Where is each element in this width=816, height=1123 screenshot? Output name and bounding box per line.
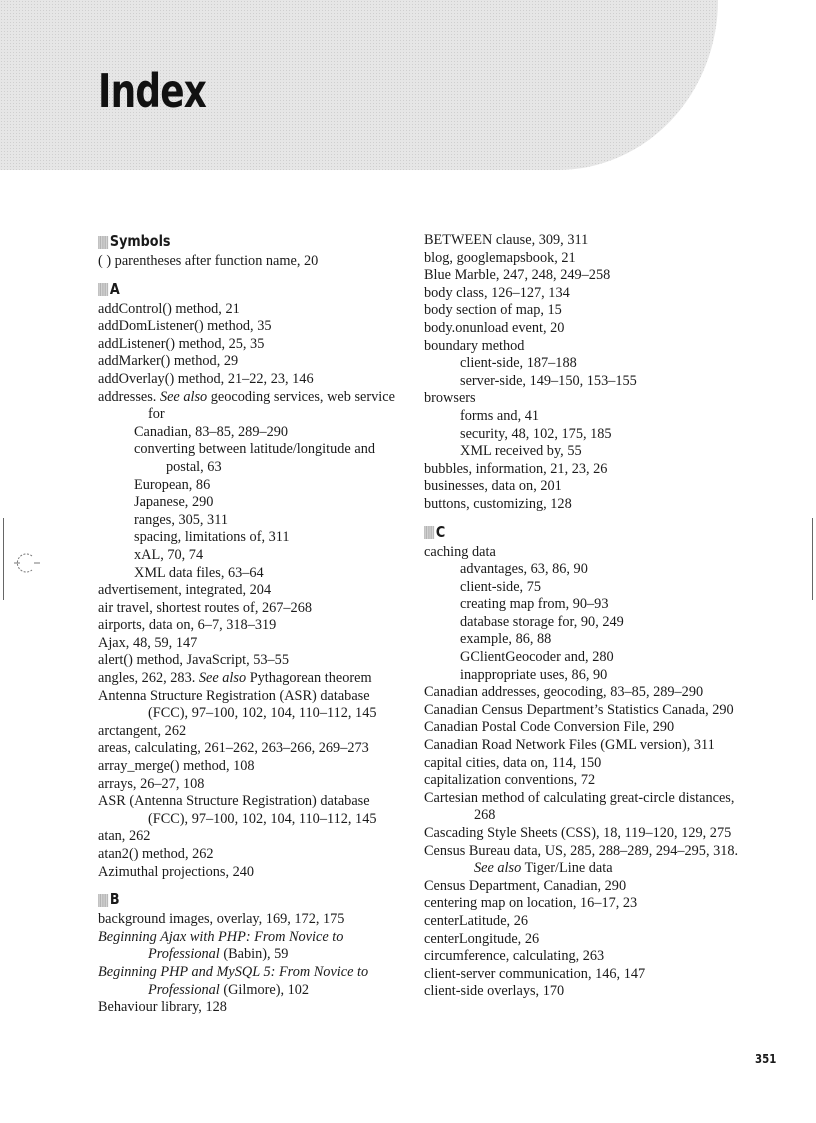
- index-column-right: [424, 232, 754, 1001]
- index-entry: [424, 302, 754, 320]
- entry-text: ranges, 305, 311: [134, 511, 228, 528]
- entry-text-italic: Beginning Ajax with PHP: From Novice to Professional: [98, 928, 344, 963]
- index-entry: [98, 828, 398, 846]
- index-subentry: [98, 441, 398, 476]
- entry-text: body class, 126–127, 134: [424, 284, 570, 301]
- entry-text: Antenna Structure Registration (ASR) database (FCC), 97–100, 102, 104, 110–112, 145: [98, 687, 377, 722]
- entry-text: boundary method: [424, 337, 525, 354]
- entry-text: (Babin), 59: [219, 946, 289, 963]
- entry-text: Census Department, Canadian, 290: [424, 877, 627, 894]
- index-entry: [98, 371, 398, 389]
- entry-text: Cascading Style Sheets (CSS), 18, 119–120, 129, 275: [424, 825, 732, 841]
- section-heading: [98, 232, 353, 252]
- index-entry: [424, 250, 754, 268]
- index-entry: [98, 652, 398, 670]
- entry-text: advantages, 63, 86, 90: [460, 561, 588, 578]
- index-subentry: [98, 512, 398, 530]
- entry-text: addOverlay() method, 21–22, 23, 146: [98, 370, 314, 387]
- section-heading-label: A: [109, 279, 120, 298]
- index-subentry: [98, 565, 398, 583]
- entry-text: (Gilmore), 102: [219, 981, 310, 998]
- section-heading-label: B: [109, 890, 120, 909]
- section-marker-icon: [98, 283, 108, 296]
- index-entry: [424, 496, 754, 514]
- index-entry: [424, 285, 754, 303]
- entry-text: creating map from, 90–93: [460, 596, 609, 613]
- index-subentry: [424, 408, 754, 426]
- entry-text-italic: See also: [198, 670, 247, 687]
- index-entry: [424, 684, 754, 702]
- index-entry: [424, 719, 754, 737]
- entry-text: XML data files, 63–64: [134, 564, 264, 581]
- index-entry: [98, 964, 398, 999]
- index-entry: [98, 617, 398, 635]
- entry-text: buttons, customizing, 128: [424, 495, 572, 512]
- index-entry: [424, 232, 754, 250]
- entry-text: geocoding services, web service for: [148, 388, 395, 423]
- entry-text: ( ) parentheses after function name, 20: [98, 253, 319, 269]
- index-entry: [98, 846, 398, 864]
- entry-text: inappropriate uses, 86, 90: [460, 666, 608, 683]
- entry-text: background images, overlay, 169, 172, 175: [98, 911, 345, 928]
- index-entry: [424, 913, 754, 931]
- index-entry: [98, 911, 398, 929]
- entry-text: arrays, 26–27, 108: [98, 775, 205, 792]
- entry-text: Pythagorean theorem: [246, 670, 372, 687]
- entry-text: Japanese, 290: [134, 494, 214, 511]
- entry-text: Census Bureau data, US, 285, 288–289, 294–295, 318.: [424, 842, 739, 859]
- index-entry: [98, 776, 398, 794]
- entry-text: advertisement, integrated, 204: [98, 582, 272, 599]
- index-entry: [98, 723, 398, 741]
- entry-text: body.onunload event, 20: [424, 319, 565, 336]
- index-entry: [424, 755, 754, 773]
- entry-text: Blue Marble, 247, 248, 249–258: [424, 267, 611, 284]
- index-subentry: [424, 443, 754, 461]
- index-entry: [424, 320, 754, 338]
- entry-text: atan2() method, 262: [98, 846, 214, 862]
- entry-text: angles, 262, 283.: [98, 670, 199, 687]
- index-entry: [424, 790, 754, 825]
- entry-text: Behaviour library, 128: [98, 999, 227, 1016]
- index-entry: [98, 582, 398, 600]
- entry-text: addMarker() method, 29: [98, 353, 239, 370]
- index-entry: [98, 318, 398, 336]
- index-entry: [98, 929, 398, 964]
- entry-text: caching data: [424, 543, 496, 560]
- index-entry: [98, 600, 398, 618]
- entry-text: Azimuthal projections, 240: [98, 863, 255, 880]
- section-heading: [98, 890, 353, 910]
- section-heading-label: Symbols: [109, 232, 171, 251]
- entry-text: atan, 262: [98, 828, 151, 845]
- section-marker-icon: [98, 236, 108, 249]
- index-entry: [424, 461, 754, 479]
- index-entry: [98, 301, 398, 319]
- entry-text: server-side, 149–150, 153–155: [460, 372, 637, 389]
- index-entry: [424, 825, 754, 843]
- entry-text: air travel, shortest routes of, 267–268: [98, 599, 313, 616]
- entry-text: GClientGeocoder and, 280: [460, 649, 614, 666]
- entry-text: body section of map, 15: [424, 302, 562, 319]
- index-entry: [424, 338, 754, 356]
- index-entry: [424, 878, 754, 896]
- section-heading: [424, 523, 705, 543]
- index-subentry: [424, 649, 754, 667]
- index-subentry: [424, 596, 754, 614]
- entry-text: xAL, 70, 74: [134, 546, 204, 563]
- entry-text: Tiger/Line data: [521, 860, 613, 877]
- index-entry: [424, 895, 754, 913]
- index-subentry: [98, 494, 398, 512]
- entry-text: blog, googlemapsbook, 21: [424, 249, 576, 266]
- entry-text: Canadian addresses, geocoding, 83–85, 289–290: [424, 684, 704, 701]
- index-entry: [98, 740, 398, 758]
- entry-text-italic: See also: [474, 860, 522, 877]
- index-entry: [424, 702, 754, 720]
- entry-text: example, 86, 88: [460, 631, 552, 648]
- entry-text: client-side, 187–188: [460, 355, 577, 372]
- index-subentry: [424, 561, 754, 579]
- index-entry: [424, 772, 754, 790]
- index-entry: [98, 758, 398, 776]
- index-subentry: [424, 667, 754, 685]
- entry-text: browsers: [424, 390, 476, 407]
- entry-text: client-side overlays, 170: [424, 983, 565, 1000]
- index-entry: [424, 948, 754, 966]
- section-heading-label: C: [435, 522, 446, 541]
- index-subentry: [424, 631, 754, 649]
- index-entry: [98, 336, 398, 354]
- index-entry: [98, 688, 398, 723]
- index-subentry: [98, 424, 398, 442]
- entry-text: airports, data on, 6–7, 318–319: [98, 617, 277, 634]
- entry-text: capitalization conventions, 72: [424, 772, 596, 789]
- entry-text: security, 48, 102, 175, 185: [460, 425, 612, 442]
- entry-text: XML received by, 55: [460, 443, 582, 460]
- page-title: Index: [98, 64, 207, 118]
- entry-text: capital cities, data on, 114, 150: [424, 754, 602, 771]
- entry-text: database storage for, 90, 249: [460, 613, 624, 630]
- entry-text: addDomListener() method, 35: [98, 318, 272, 335]
- index-entry: [424, 966, 754, 984]
- index-subentry: [424, 579, 754, 597]
- entry-text: client-side, 75: [460, 578, 541, 595]
- entry-text: client-server communication, 146, 147: [424, 965, 646, 982]
- entry-text-italic: See also: [159, 388, 208, 405]
- index-entry: [424, 983, 754, 1001]
- index-subentry: [424, 355, 754, 373]
- entry-text: Ajax, 48, 59, 147: [98, 634, 198, 651]
- index-entry: [424, 544, 754, 562]
- index-subentry: [98, 529, 398, 547]
- entry-text: centerLatitude, 26: [424, 912, 529, 929]
- index-entry: [98, 793, 398, 828]
- registration-mark-icon: [14, 550, 40, 576]
- index-subentry: [424, 373, 754, 391]
- entry-text: Cartesian method of calculating great-circle distances, 268: [424, 789, 735, 824]
- entry-text: centering map on location, 16–17, 23: [424, 895, 638, 912]
- index-entry: [424, 843, 754, 878]
- entry-text: Canadian Postal Code Conversion File, 290: [424, 719, 675, 736]
- entry-text: ASR (Antenna Structure Registration) database (FCC), 97–100, 102, 104, 110–112, 145: [98, 793, 377, 827]
- entry-text: addControl() method, 21: [98, 300, 240, 317]
- entry-text: European, 86: [134, 476, 211, 493]
- entry-text: Canadian, 83–85, 289–290: [134, 423, 289, 440]
- section-marker-icon: [98, 894, 108, 907]
- index-entry: [98, 635, 398, 653]
- entry-text: Canadian Road Network Files (GML version), 311: [424, 737, 715, 754]
- index-entry: [424, 931, 754, 949]
- entry-text: areas, calculating, 261–262, 263–266, 269–273: [98, 740, 369, 757]
- entry-text: centerLongitude, 26: [424, 930, 540, 947]
- entry-text: Canadian Census Department’s Statistics Canada, 290: [424, 701, 734, 718]
- entry-text: alert() method, JavaScript, 53–55: [98, 652, 289, 669]
- crop-mark-right: [812, 518, 813, 600]
- section-marker-icon: [424, 526, 434, 539]
- entry-text: businesses, data on, 201: [424, 478, 562, 495]
- entry-text: array_merge() method, 108: [98, 758, 255, 775]
- section-heading: [98, 280, 353, 300]
- index-entry: [424, 478, 754, 496]
- entry-text: forms and, 41: [460, 407, 540, 424]
- index-entry: [98, 864, 398, 882]
- index-subentry: [98, 477, 398, 495]
- page-number: 351: [755, 1052, 777, 1066]
- index-entry: [98, 253, 398, 271]
- entry-text-italic: Beginning PHP and MySQL 5: From Novice to Professional: [98, 963, 369, 998]
- index-entry: [98, 999, 398, 1017]
- entry-text: addresses.: [98, 388, 160, 405]
- index-entry: [98, 670, 398, 688]
- crop-mark-left: [3, 518, 4, 600]
- entry-text: spacing, limitations of, 311: [134, 529, 290, 546]
- index-subentry: [98, 547, 398, 565]
- index-column-left: [98, 232, 398, 1017]
- entry-text: circumference, calculating, 263: [424, 948, 605, 965]
- index-entry: [98, 389, 398, 424]
- index-entry: [98, 353, 398, 371]
- index-entry: [424, 390, 754, 408]
- index-entry: [424, 267, 754, 285]
- entry-text: bubbles, information, 21, 23, 26: [424, 460, 608, 477]
- entry-text: BETWEEN clause, 309, 311: [424, 232, 589, 248]
- index-entry: [424, 737, 754, 755]
- index-subentry: [424, 426, 754, 444]
- entry-text: arctangent, 262: [98, 722, 187, 739]
- entry-text: addListener() method, 25, 35: [98, 335, 265, 352]
- entry-text: converting between latitude/longitude and postal, 63: [134, 441, 375, 475]
- index-subentry: [424, 614, 754, 632]
